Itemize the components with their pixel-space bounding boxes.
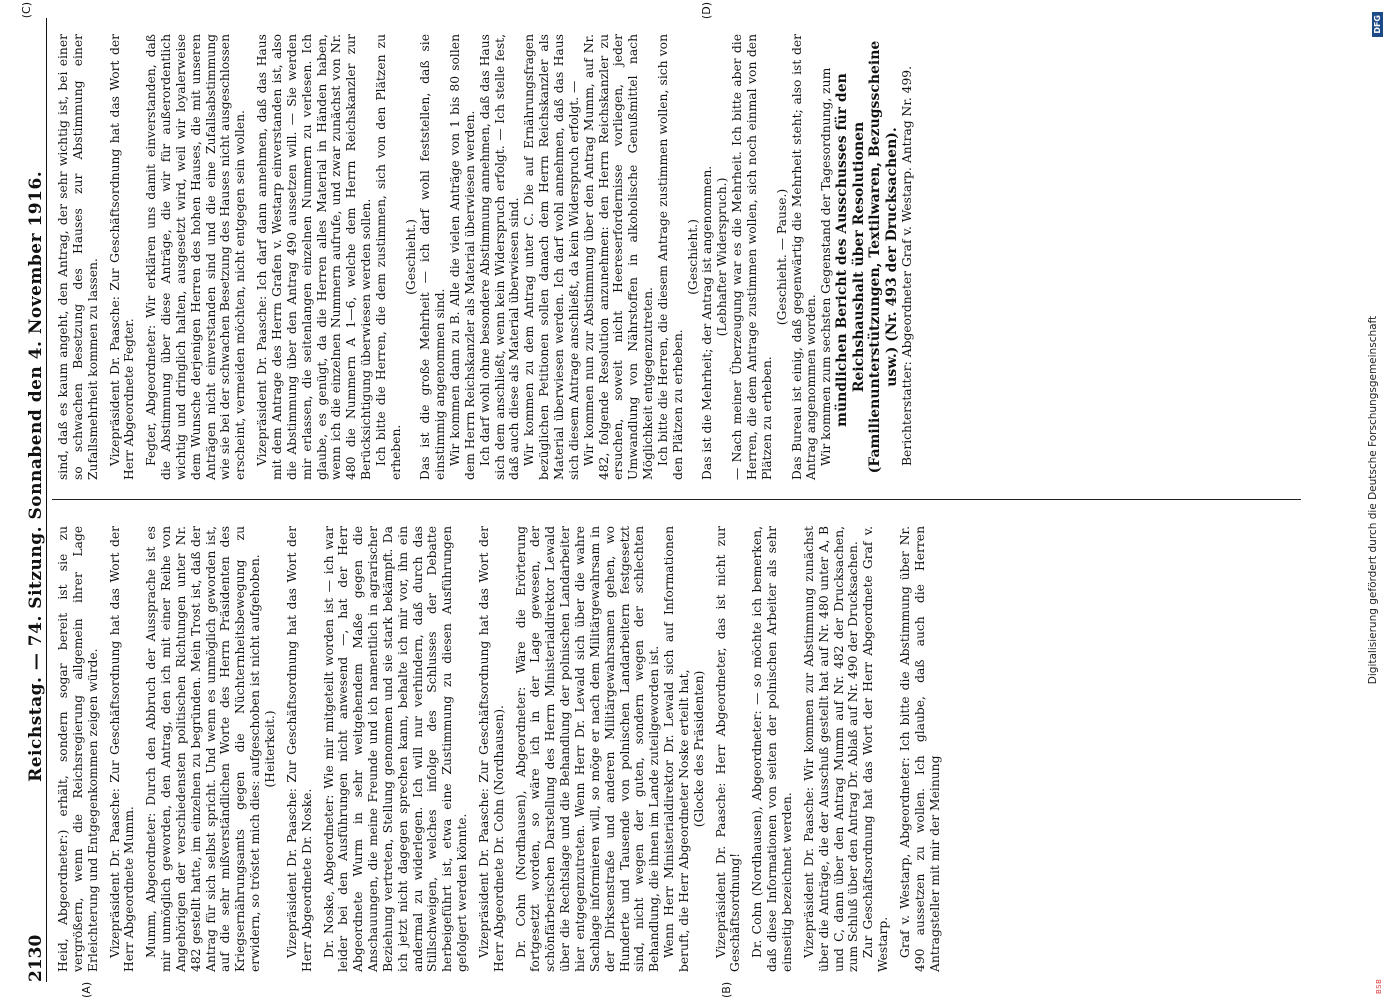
margin-letter-c: (C) <box>20 2 33 19</box>
page-number: 2130 <box>26 934 46 982</box>
paragraph: Das ist die große Mehrheit — ich darf wohl feststellen, daß sie einstimmig angenommen sind. <box>418 34 448 480</box>
paragraph: Wenn Herr Ministerialdirektor Dr. Lewald sich auf Informationen beruft, die Herr Abgeordneter Noske erteilt hat, <box>662 526 691 972</box>
paragraph: Dr. Cohn (Nordhausen), Abgeordneter: — so möchte ich bemerken, daß diese Informationen von seiten der polnischen Arbeiter als sehr einseitig bezeichnet werden. <box>750 526 794 972</box>
paragraph: Graf v. Westarp, Abgeordneter: Ich bitte die Abstimmung über Nr. 490 aussetzen zu wollen. Ich glaube, daß auch die Herren Antragsteller mit mir der Meinung <box>897 526 942 972</box>
margin-letter-d: (D) <box>700 2 713 20</box>
interjection: (Heiterkeit.) <box>262 710 277 788</box>
paragraph: Ich darf wohl ohne besondere Abstimmung annehmen, daß das Haus sich dem anschließt, wenn kein Widerspruch erfolgt. — Ich stelle fest, daß auch diese als Material überwiesen sind. <box>477 34 522 480</box>
paragraph: sind, daß es kaum angeht, den Antrag, der sehr wichtig ist, bei einer so schwachen Besetzung des Hauses zur Abstimmung einer Zufallsmehrheit kommen zu lassen. <box>56 34 100 480</box>
paragraph: Wir kommen dann zu B. Alle die vielen Anträge von 1 bis 80 sollen dem Herrn Reichskanzler als Material überwiesen werden. <box>448 34 477 480</box>
page-header <box>18 18 47 982</box>
paragraph: Vizepräsident Dr. Paasche: Zur Geschäftsordnung hat das Wort der Herr Abgeordnete Dr. Noske. <box>284 526 314 972</box>
left-column <box>56 526 942 972</box>
paragraph: Vizepräsident Dr. Paasche: Herr Abgeordneter, das ist nicht zur Geschäftsordnung! <box>713 526 743 972</box>
paragraph: Vizepräsident Dr. Paasche: Ich darf dann annehmen, daß das Haus mit dem Antrage des Herrn Grafen v. Westarp einverstanden ist, also die Abstimmung über den Antrag 490 aussetzen will. — Sie werden mir erlassen, die seitenlangen einzelnen Nummern zu verlesen. Ich glaube, es genügt, da die Herren alles Material in Händen haben, wenn ich die einzelnen Nummern aufrufe, und zwar zunächst von Nr. 480 die Nummern A 1—6, welche dem Herrn Reichskanzler zur Berücksichtigung überwiesen werden sollen. <box>255 34 374 480</box>
paragraph: Ich bitte die Herren, die diesem Antrage zustimmen wollen, sich von den Plätzen zu erheben. <box>655 34 685 480</box>
paragraph: Dr. Noske, Abgeordneter: Wie mir mitgeteilt worden ist — ich war leider bei den Ausführungen nicht anwesend —, hat der Herr Abgeordnete Wurm in sehr weitgehendem Maße gegen die Anschauungen, die meine Freunde und ich namentlich in agrarischer Beziehung vertreten, Stellung genommen und sie stark bekämpft. Da ich jetzt nicht dagegen sprechen kann, behalte ich mir vor, ihn ein andermal zu widerlegen. Ich will nur verhindern, daß durch das Stillschweigen, welches infolge des Schlusses der Debatte herbeigeführt ist, etwa eine Zustimmung zu diesen Ausführungen gefolgert werden könnte. <box>321 526 470 972</box>
paragraph: Wir kommen zum sechsten Gegenstand der Tagesordnung, zum <box>819 67 834 466</box>
paragraph: Mumm, Abgeordneter: Durch den Abbruch der Aussprache ist es mir unmöglich geworden, den Antrag, den ich mit einer Reihe von Angehörigen der verschiedensten politischen Richtungen unter Nr. 482 gestellt hatte, im einzelnen zu begründen. Mein Trost ist, daß der Antrag für sich selbst spricht. Und wenn es unmöglich geworden ist, auf die sehr mißverständlichen Worte des Herrn Präsidenten des Kriegsernährungsamts gegen die Nüchternheitsbewegung zu erwidern, so tröstet mich dies: aufgeschoben ist nicht aufgehoben. <box>144 526 263 972</box>
paragraph: Berichterstatter: Abgeordneter Graf v. Westarp. Antrag Nr. 499. <box>900 65 915 466</box>
paragraph: Ich bitte die Herren, die dem zustimmen, sich von den Plätzen zu erheben. <box>373 34 403 480</box>
interjection: (Geschieht. — Pause.) <box>774 188 789 326</box>
margin-letter-b: (B) <box>720 981 733 998</box>
paragraph: Dr. Cohn (Nordhausen), Abgeordneter: Wäre die Erörterung fortgesetzt worden, so wäre ich in der Lage gewesen, der schönfärberischen Darstellung des Herrn Ministerialdirektor Lewald über die Rechtslage und die Behandlung der polnischen Landarbeiter hier entgegenzutreten. Wenn Herr Dr. Lewald sich über die wahre Sachlage informieren will, so möge er nach dem Militärgewahrsam in der Dirksenstraße und anderen Militärgewahrsamen gehen, wo Hunderte und Tausende von polnischen Landarbeitern festgesetzt sind, nicht wegen der guten, sondern wegen der schlechten Behandlung, die ihnen im Lande zuteilgeworden ist. <box>513 526 662 972</box>
paragraph: Das ist die Mehrheit; der Antrag ist angenommen. <box>700 165 715 480</box>
paragraph: Vizepräsident Dr. Paasche: Zur Geschäftsordnung hat das Wort der Herr Abgeordnete Fegter. <box>107 34 137 480</box>
interjection: (Geschieht.) <box>685 219 700 295</box>
column-rule <box>52 499 1301 500</box>
paragraph: Vizepräsident Dr. Paasche: Wir kommen zur Abstimmung zunächst über die Anträge, die der Ausschuß gestellt hat auf Nr. 480 unter A, B und C, dann über den Antrag Mumm auf Nr. 482 der Drucksachen, zum Schluß über den Antrag Dr. Ablaß auf Nr. 490 der Drucksachen. <box>801 526 861 972</box>
library-mark: BSB <box>1375 978 1383 994</box>
dfg-logo: DFG <box>1372 12 1383 37</box>
paragraph: — Nach meiner Überzeugung war es die Mehrheit. Ich bitte aber die Herren, die dem Antrage zustimmen wollen, sich noch einmal von den Plätzen zu erheben. <box>730 34 774 480</box>
running-head: Reichstag. — 74. Sitzung. Sonnabend den 4. November 1916. <box>26 170 46 782</box>
paragraph: Das Bureau ist einig, daß gegenwärtig die Mehrheit steht; also ist der Antrag angenommen worden. <box>789 34 819 480</box>
paragraph: Fegter, Abgeordneter: Wir erklären uns damit einverstanden, daß die Abstimmung über diese Anträge, die wir für außerordentlich wichtig und dringlich halten, ausgesetzt wird, weil wir loyalerweise dem Wunsche derjenigen Herren des hohen Hauses, die mit unseren Anträgen nicht einverstanden sind und die eine Zufallsabstimmung wie sie bei der schwachen Besetzung des Hauses nicht ausgeschlossen erscheint, vermeiden möchten, nicht entgegen sein wollen. <box>144 34 248 480</box>
margin-letter-a: (A) <box>80 981 93 998</box>
digitization-note: Digitalisierung gefördert durch die Deutsche Forschungsgemeinschaft <box>1367 315 1379 685</box>
paragraph: Wir kommen zu dem Antrag unter C. Die auf Ernährungsfragen bezüglichen Petitionen sollen danach dem Herrn Reichskanzler als Material überwiesen werden. Ich darf wohl annehmen, daß das Haus sich diesem Antrage anschließt, da kein Widerspruch erfolgt. — <box>522 34 581 480</box>
agenda-item-title: mündlichen Bericht des Ausschusses für den Reichshaushalt über Resolutionen (Familienunterstützungen, Textilwaren, Bezugsscheine usw.) (Nr. 493 der Drucksachen). <box>834 40 900 474</box>
interjection: (Geschieht.) <box>403 219 418 295</box>
paragraph: Wir kommen nun zur Abstimmung über den Antrag Mumm, auf Nr. 482, folgende Resolution anzunehmen: den Herrn Reichskanzler zu ersuchen, soweit nicht Heereserfordernisse vorliegen, jeder Umwandlung von Nährstoffen in alkoholische Genußmittel nach Möglichkeit entgegenzutreten. <box>581 34 656 480</box>
paragraph: Vizepräsident Dr. Paasche: Zur Geschäftsordnung hat das Wort der Herr Abgeordnete Mumm. <box>107 526 137 972</box>
paragraph: Zur Geschäftsordnung hat das Wort der Herr Abgeordnete Graf v. Westarp. <box>861 526 891 972</box>
paragraph: Heid, Abgeordneter:) erhält, sondern sogar bereit ist sie zu vergrößern, wenn die Reichsregierung allgemein ihrer Lage Erleichterung und Entgegenkommen zeigen würde. <box>56 526 100 972</box>
right-column <box>56 34 915 480</box>
interjection: (Lebhafter Widerspruch.) <box>715 177 730 337</box>
interjection: (Glocke des Präsidenten) <box>691 670 706 828</box>
paragraph: Vizepräsident Dr. Paasche: Zur Geschäftsordnung hat das Wort der Herr Abgeordnete Dr. Cohn (Nordhausen). <box>476 526 506 972</box>
